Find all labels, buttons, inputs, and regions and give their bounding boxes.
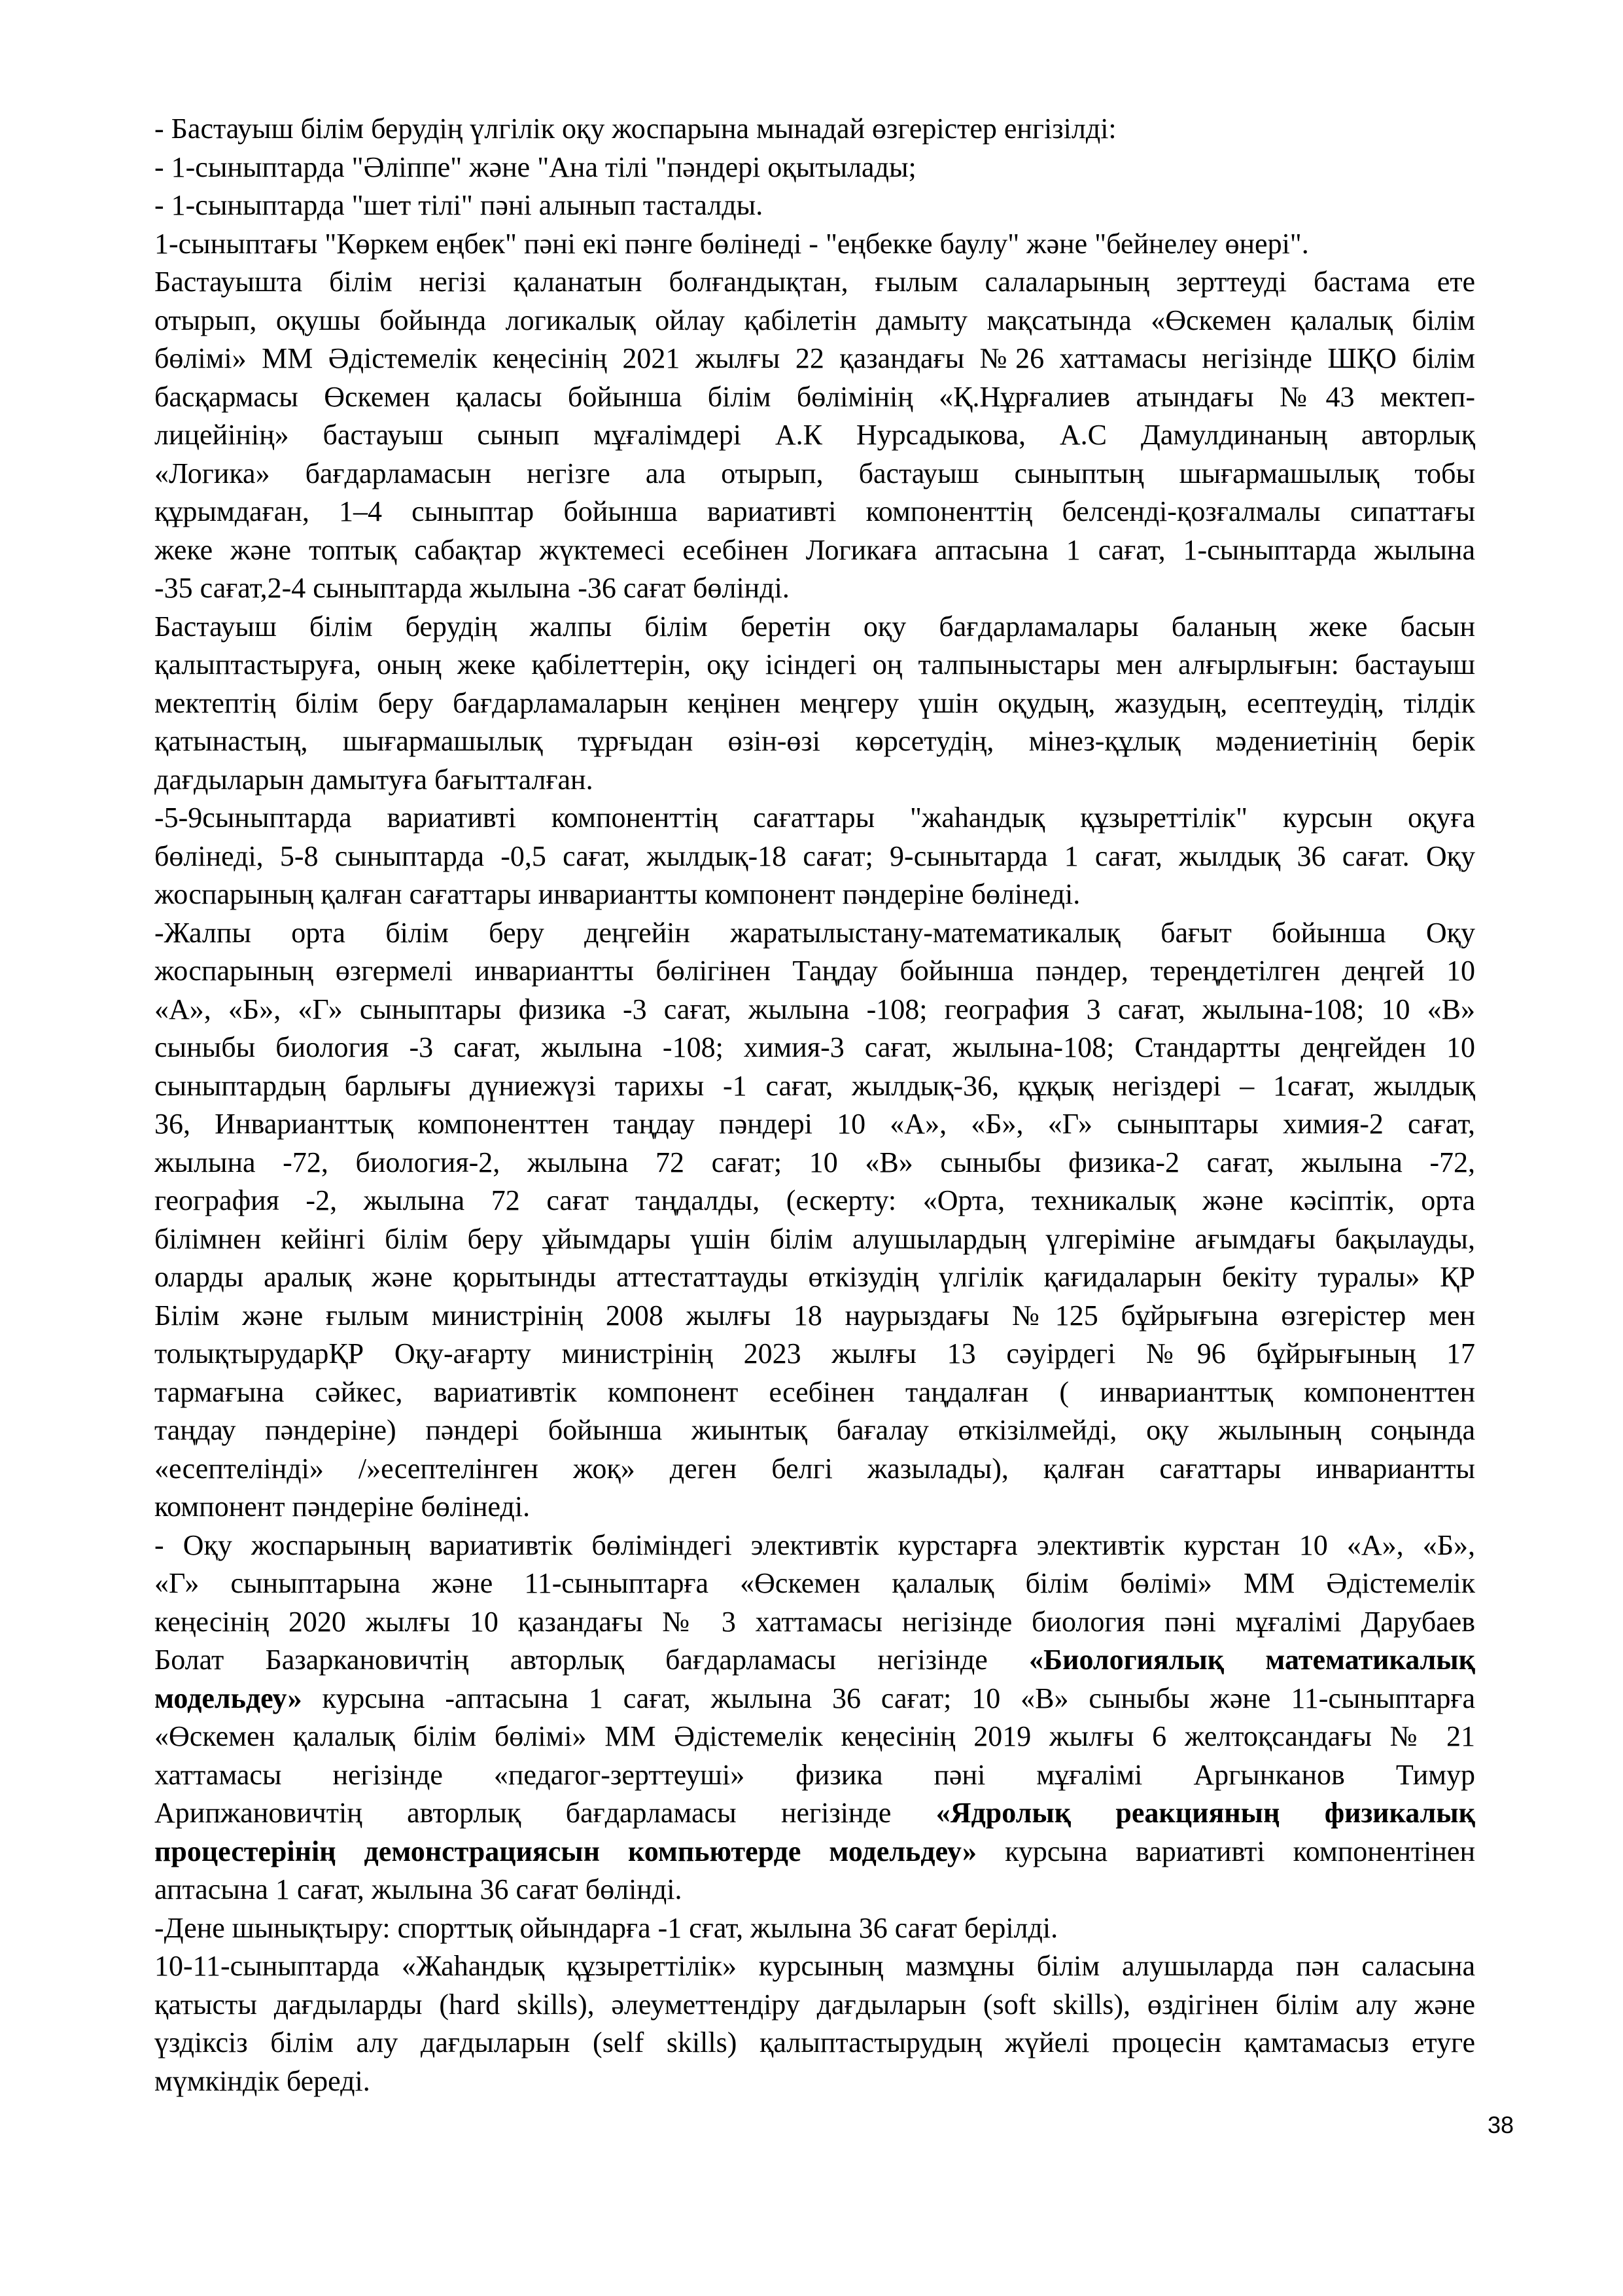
text-line-content: аптасына 1 сағат, жылына 36 сағат бөлінді. <box>154 1873 682 1905</box>
page-number: 38 <box>1487 2111 1514 2138</box>
text-line <box>154 1335 1475 1373</box>
text-line-content: таңдау пәндеріне) пәндері бойынша жиынтық бағалау өткізілмейді, оқу жылының соңында <box>154 1414 1475 1446</box>
text-line-content: сыныбы биология -3 сағат, жылына -108; химия-3 сағат, жылына-108; Стандартты деңгейден 10 <box>154 1031 1475 1063</box>
text-line <box>154 149 1475 187</box>
text-line-content: -Дене шынықтыру: спорттық ойындарға -1 сғат, жылына 36 сағат берілді. <box>154 1911 1058 1944</box>
text-line-regular: Болат Базаркановичтің авторлық бағдарламасы негізінде <box>154 1644 1030 1676</box>
text-line-content: «Логика» бағдарламасын негізге ала отырып, бастауыш сыныптың шығармашылық тобы <box>154 457 1475 489</box>
text-line-content: -5-9сыныптарда вариативті компоненттің сағаттары "жаһандық құзыреттілік" курсын оқуға <box>154 802 1475 834</box>
text-line-content: отырып, оқушы бойында логикалық ойлау қабілетін дамыту мақсатында «Өскемен қалалық білім <box>154 304 1475 336</box>
text-line <box>154 186 1475 225</box>
course-title-bold: «Биологиялық математикалық <box>1029 1644 1475 1676</box>
text-line <box>154 1756 1475 1795</box>
course-title-bold: модельдеу» <box>154 1682 302 1714</box>
text-line-content: бөлімі» ММ Әдістемелік кеңесінің 2021 жылғы 22 қазандағы №26 хаттамасы негізінде ШҚО білім <box>154 342 1475 374</box>
text-line-regular: курсына вариативті компонентінен <box>977 1835 1475 1867</box>
text-line-content: -Жалпы орта білім беру деңгейін жаратылыстану-математикалық бағыт бойынша Оқу <box>154 916 1475 949</box>
text-line <box>154 1029 1475 1067</box>
text-line-content: толықтырударҚР Оқу-ағарту министрінің 2023 жылғы 13 сәуірдегі №96 бұйрығының 17 <box>154 1337 1475 1369</box>
text-line <box>154 1603 1475 1642</box>
text-line <box>154 1641 1475 1680</box>
text-line <box>154 1105 1475 1144</box>
text-line <box>154 302 1475 340</box>
text-line <box>154 1947 1475 1986</box>
text-line <box>154 952 1475 991</box>
text-line-content: «Г» сыныптарына және 11-сыныптарға «Өскемен қалалық білім бөлімі» ММ Әдістемелік <box>154 1567 1475 1599</box>
text-line <box>154 2062 1475 2101</box>
text-line <box>154 608 1475 646</box>
text-line <box>154 838 1475 876</box>
text-line-content: жоспарының өзгермелі инвариантты бөлігінен Таңдау бойынша пәндер, тереңдетілген деңгей 10 <box>154 955 1475 987</box>
text-line-regular: Арипжановичтің авторлық бағдарламасы негізінде <box>154 1797 936 1829</box>
text-line-content: компонент пәндеріне бөлінеді. <box>154 1491 531 1523</box>
text-line-content: қалыптастыруға, оның жеке қабілеттерін, оқу ісіндегі оң талпыныстары мен алғырлығын: бастауыш <box>154 648 1475 680</box>
text-line <box>154 1909 1475 1948</box>
text-line-content: хаттамасы негізінде «педагог-зерттеуші» физика пәні мұғалімі Аргынканов Тимур <box>154 1758 1475 1791</box>
text-line-content: - Оқу жоспарының вариативтік бөліміндегі элективтік курстарға элективтік курстан 10 «А», «Б», <box>154 1528 1475 1561</box>
text-line-content: 10-11-сыныптарда «Жаһандық құзыреттілік» курсының мазмұны білім алушыларда пән саласына <box>154 1950 1475 1982</box>
text-line-content: мектептің білім беру бағдарламаларын кеңінен меңгеру үшін оқудың, жазудың, есептеудің, тілдік <box>154 686 1475 719</box>
text-line <box>154 1220 1475 1259</box>
text-line-content: білімнен кейінгі білім беру ұйымдары үшін білім алушылардың үлгеріміне ағымдағы бақылауды, <box>154 1222 1475 1255</box>
text-line <box>154 416 1475 455</box>
text-line <box>154 1871 1475 1909</box>
text-line-content: -35 сағат,2-4 сыныптарда жылына -36 сағат бөлінді. <box>154 572 790 604</box>
text-line <box>154 1450 1475 1489</box>
text-line-content: «есептелінді» /»есептелінген жоқ» деген белгі жазылады), қалған сағаттары инвариантты <box>154 1452 1475 1485</box>
text-line-content: басқармасы Өскемен қаласы бойынша білім бөлімінің «Қ.Нұрғалиев атындағы №43 мектеп- <box>154 380 1475 413</box>
text-line <box>154 1488 1475 1527</box>
text-line <box>154 799 1475 838</box>
text-line-content: лицейінің» бастауыш сынып мұғалімдері А.К Нурсадыкова, А.С Дамулдинаның авторлық <box>154 419 1475 451</box>
text-line <box>154 722 1475 761</box>
text-line-content: сыныптардың барлығы дүниежүзі тарихы -1 сағат, жылдық-36, құқық негіздері – 1сағат, жылдық <box>154 1069 1475 1102</box>
text-line-content: - 1-сыныптарда "шет тілі" пәні алынып тасталды. <box>154 189 763 221</box>
text-line <box>154 914 1475 953</box>
text-line <box>154 875 1475 914</box>
text-line-content: «Өскемен қалалық білім бөлімі» ММ Әдістемелік кеңесінің 2019 жылғы 6 желтоқсандағы № 21 <box>154 1720 1475 1752</box>
text-line-content: Білім және ғылым министрінің 2008 жылғы 18 наурыздағы №125 бұйрығына өзгерістер мен <box>154 1299 1475 1332</box>
text-line <box>154 1182 1475 1220</box>
text-line <box>154 531 1475 570</box>
text-line-content: Бастауышта білім негізі қаланатын болғандықтан, ғылым салаларының зерттеуді бастама ете <box>154 266 1475 298</box>
text-line <box>154 1833 1475 1871</box>
text-line <box>154 378 1475 417</box>
text-line-content: жеке және топтық сабақтар жүктемесі есебінен Логикаға аптасына 1 сағат, 1-сыныптарда жылына <box>154 533 1475 566</box>
text-line <box>154 455 1475 493</box>
text-line <box>154 1067 1475 1106</box>
text-line-content: кеңесінің 2020 жылғы 10 қазандағы № 3 хаттамасы негізінде биология пәні мұғалімі Дарубаев <box>154 1605 1475 1638</box>
text-line-content: дағдыларын дамытуға бағытталған. <box>154 763 593 796</box>
text-line-regular: курсына -аптасына 1 сағат, жылына 36 сағат; 10 «В» сыныбы және 11-сыныптарға <box>302 1682 1475 1714</box>
text-line-content: тармағына сәйкес, вариативтік компонент есебінен таңдалған ( инварианттық компоненттен <box>154 1375 1475 1408</box>
text-line-content: үздіксіз білім алу дағдыларын (self skills) қалыптастырудың жүйелі процесін қамтамасыз етуге <box>154 2026 1475 2058</box>
text-line <box>154 1258 1475 1297</box>
document-body <box>154 110 1475 2204</box>
text-line <box>154 263 1475 302</box>
text-line <box>154 684 1475 723</box>
text-line-content: бөлінеді, 5-8 сыныптарда -0,5 сағат, жылдық-18 сағат; 9-сынытарда 1 сағат, жылдық 36 сағат. Оқу <box>154 839 1475 872</box>
text-line-content: мүмкіндік береді. <box>154 2064 370 2097</box>
text-line <box>154 1718 1475 1756</box>
text-line <box>154 1986 1475 2024</box>
course-title-bold: процестерінің демонстрациясын компьютерде модельдеу» <box>154 1835 977 1867</box>
text-line <box>154 493 1475 531</box>
text-line <box>154 1373 1475 1412</box>
text-line <box>154 340 1475 378</box>
text-line <box>154 110 1475 149</box>
text-line <box>154 1794 1475 1833</box>
text-line-content: қатысты дағдыларды (hard skills), әлеуметтендіру дағдыларын (soft skills), өздігінен білім алу және <box>154 1988 1475 2021</box>
text-line <box>154 761 1475 800</box>
text-line <box>154 1144 1475 1182</box>
text-line-content: - 1-сыныптарда "Әліппе" және "Ана тілі "пәндері оқытылады; <box>154 150 916 183</box>
text-line <box>154 2024 1475 2062</box>
text-line <box>154 646 1475 684</box>
text-line-content: құрымдаған, 1–4 сыныптар бойынша вариативті компоненттің белсенді-қозғалмалы сипаттағы <box>154 495 1475 527</box>
text-line <box>154 1680 1475 1718</box>
text-line-content: 36, Инварианттық компоненттен таңдау пәндері 10 «А», «Б», «Г» сыныптары химия-2 сағат, <box>154 1108 1475 1140</box>
text-line <box>154 1411 1475 1450</box>
text-line-content: жоспарының қалған сағаттары инвариантты компонент пәндеріне бөлінеді. <box>154 878 1081 910</box>
text-line-content: Бастауыш білім берудің жалпы білім беретін оқу бағдарламалары баланың жеке басын <box>154 610 1475 643</box>
text-line-content: жылына -72, биология-2, жылына 72 сағат; 10 «В» сыныбы физика-2 сағат, жылына -72, <box>154 1146 1475 1178</box>
text-line-content: қатынастың, шығармашылық тұрғыдан өзін-өзі көрсетудің, мінез-құлық мәдениетінің берік <box>154 725 1475 757</box>
text-line <box>154 1564 1475 1603</box>
text-line <box>154 569 1475 608</box>
text-line <box>154 991 1475 1029</box>
text-line <box>154 1527 1475 1565</box>
text-line-content: оларды аралық және қорытынды аттестаттауды өткізудің үлгілік қағидаларын бекіту туралы» ҚР <box>154 1261 1475 1293</box>
text-line-content: - Бастауыш білім берудің үлгілік оқу жоспарына мынадай өзгерістер енгізілді: <box>154 113 1117 145</box>
text-line-content: география -2, жылына 72 сағат таңдалды, (ескерту: «Орта, техникалық және кәсіптік, орта <box>154 1184 1475 1216</box>
text-line <box>154 225 1475 264</box>
text-line-content: 1-сыныптағы "Көркем еңбек" пәні екі пәнге бөлінеді - "еңбекке баулу" және "бейнелеу өнері". <box>154 227 1309 260</box>
course-title-bold: «Ядролық реакцияның физикалық <box>935 1797 1475 1829</box>
text-line-content: «А», «Б», «Г» сыныптары физика -3 сағат, жылына -108; география 3 сағат, жылына-108; 10 «В» <box>154 993 1475 1025</box>
text-line <box>154 1297 1475 1335</box>
